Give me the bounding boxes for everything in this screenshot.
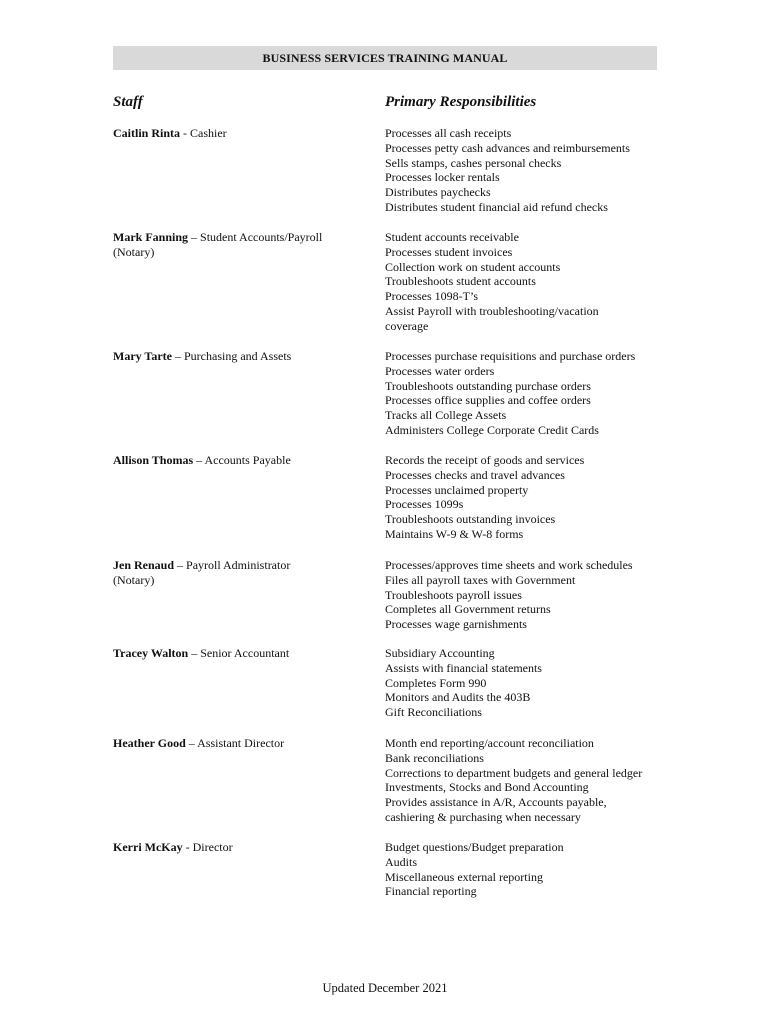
document-header xyxy=(113,46,657,70)
responsibility-list xyxy=(385,349,665,438)
responsibility-list xyxy=(385,126,665,215)
staff-role: – Payroll Administrator xyxy=(174,558,291,572)
responsibility-item: Assist Payroll with troubleshooting/vacation xyxy=(385,303,599,318)
responsibility-item: Investments, Stocks and Bond Accounting xyxy=(385,780,589,795)
responsibility-item: Provides assistance in A/R, Accounts payable, xyxy=(385,795,607,810)
staff-name: Mark Fanning xyxy=(113,230,189,244)
staff-cell xyxy=(113,230,353,260)
staff-cell xyxy=(113,840,353,855)
responsibility-item: Processes student invoices xyxy=(385,244,513,259)
responsibility-item: Completes all Government returns xyxy=(385,602,551,617)
responsibility-item: Troubleshoots student accounts xyxy=(385,274,536,289)
responsibility-item: Budget questions/Budget preparation xyxy=(385,840,564,854)
responsibility-item: Tracks all College Assets xyxy=(385,408,507,423)
staff-role-note: (Notary) xyxy=(113,245,155,259)
responsibility-item: Monitors and Audits the 403B xyxy=(385,690,531,705)
responsibility-item: Student accounts receivable xyxy=(385,230,519,244)
responsibility-item: Gift Reconciliations xyxy=(385,705,482,720)
responsibility-item: Distributes student financial aid refund checks xyxy=(385,199,608,214)
responsibility-item: Processes all cash receipts xyxy=(385,126,512,140)
staff-name: Tracey Walton xyxy=(113,646,189,660)
staff-role: – Purchasing and Assets xyxy=(172,349,292,363)
staff-cell xyxy=(113,558,353,588)
responsibility-item: Troubleshoots outstanding purchase orders xyxy=(385,378,591,393)
responsibility-item: Troubleshoots payroll issues xyxy=(385,587,522,602)
responsibility-item: Processes petty cash advances and reimbursements xyxy=(385,140,630,155)
responsibility-item: Month end reporting/account reconciliation xyxy=(385,736,594,750)
responsibility-list xyxy=(385,453,665,542)
responsibility-item: Maintains W-9 & W-8 forms xyxy=(385,526,524,541)
staff-cell xyxy=(113,736,353,751)
responsibility-item: cashiering & purchasing when necessary xyxy=(385,809,581,824)
responsibility-list xyxy=(385,736,665,825)
responsibility-item: Administers College Corporate Credit Cards xyxy=(385,422,599,437)
staff-name: Mary Tarte xyxy=(113,349,172,363)
responsibility-item: Troubleshoots outstanding invoices xyxy=(385,512,556,527)
staff-cell xyxy=(113,646,353,661)
responsibility-item: Processes wage garnishments xyxy=(385,617,527,632)
responsibility-item: Records the receipt of goods and services xyxy=(385,453,585,467)
responsibility-item: Processes 1099s xyxy=(385,497,464,512)
responsibility-list xyxy=(385,840,665,899)
responsibility-item: Distributes paychecks xyxy=(385,185,491,200)
staff-cell xyxy=(113,349,353,364)
responsibility-item: Processes locker rentals xyxy=(385,170,500,185)
responsibility-item: Processes water orders xyxy=(385,363,495,378)
staff-role: – Assistant Director xyxy=(185,736,285,750)
staff-role: - Cashier xyxy=(180,126,227,140)
staff-role: - Director xyxy=(182,840,233,854)
responsibility-item: Completes Form 990 xyxy=(385,675,487,690)
responsibility-item: Processes 1098-T’s xyxy=(385,289,478,304)
staff-role-note: (Notary) xyxy=(113,573,155,587)
staff-cell xyxy=(113,453,353,468)
responsibilities-column-heading: Primary Responsibilities xyxy=(385,94,537,110)
responsibility-item: Files all payroll taxes with Government xyxy=(385,572,576,587)
responsibility-item: Collection work on student accounts xyxy=(385,259,561,274)
staff-name: Heather Good xyxy=(113,736,186,750)
responsibility-list xyxy=(385,230,665,334)
responsibility-item: Corrections to department budgets and general ledger xyxy=(385,765,643,780)
document-footer: Updated December 2021 xyxy=(322,981,448,995)
staff-role: – Student Accounts/Payroll xyxy=(188,230,323,244)
staff-name: Kerri McKay xyxy=(113,840,183,854)
responsibility-list xyxy=(385,558,665,632)
responsibility-item: Audits xyxy=(385,854,418,869)
staff-name: Jen Renaud xyxy=(113,558,175,572)
responsibility-item: Processes/approves time sheets and work schedules xyxy=(385,558,633,572)
responsibility-item: Assists with financial statements xyxy=(385,660,542,675)
responsibility-list xyxy=(385,646,665,720)
document-title: BUSINESS SERVICES TRAINING MANUAL xyxy=(262,50,508,65)
responsibility-item: Processes checks and travel advances xyxy=(385,467,565,482)
staff-role: – Senior Accountant xyxy=(188,646,290,660)
responsibility-item: Financial reporting xyxy=(385,884,477,899)
responsibility-item: Processes office supplies and coffee orders xyxy=(385,393,591,408)
staff-name: Allison Thomas xyxy=(113,453,194,467)
responsibility-item: Miscellaneous external reporting xyxy=(385,869,543,884)
responsibility-item: Bank reconciliations xyxy=(385,750,484,765)
staff-role: – Accounts Payable xyxy=(193,453,291,467)
staff-column-heading: Staff xyxy=(113,94,143,110)
staff-cell xyxy=(113,126,353,141)
responsibility-item: Subsidiary Accounting xyxy=(385,646,495,660)
responsibility-item: Processes unclaimed property xyxy=(385,482,529,497)
responsibility-item: Sells stamps, cashes personal checks xyxy=(385,155,562,170)
staff-name: Caitlin Rinta xyxy=(113,126,181,140)
responsibility-item: Processes purchase requisitions and purchase orders xyxy=(385,349,636,363)
responsibility-item: coverage xyxy=(385,318,429,333)
